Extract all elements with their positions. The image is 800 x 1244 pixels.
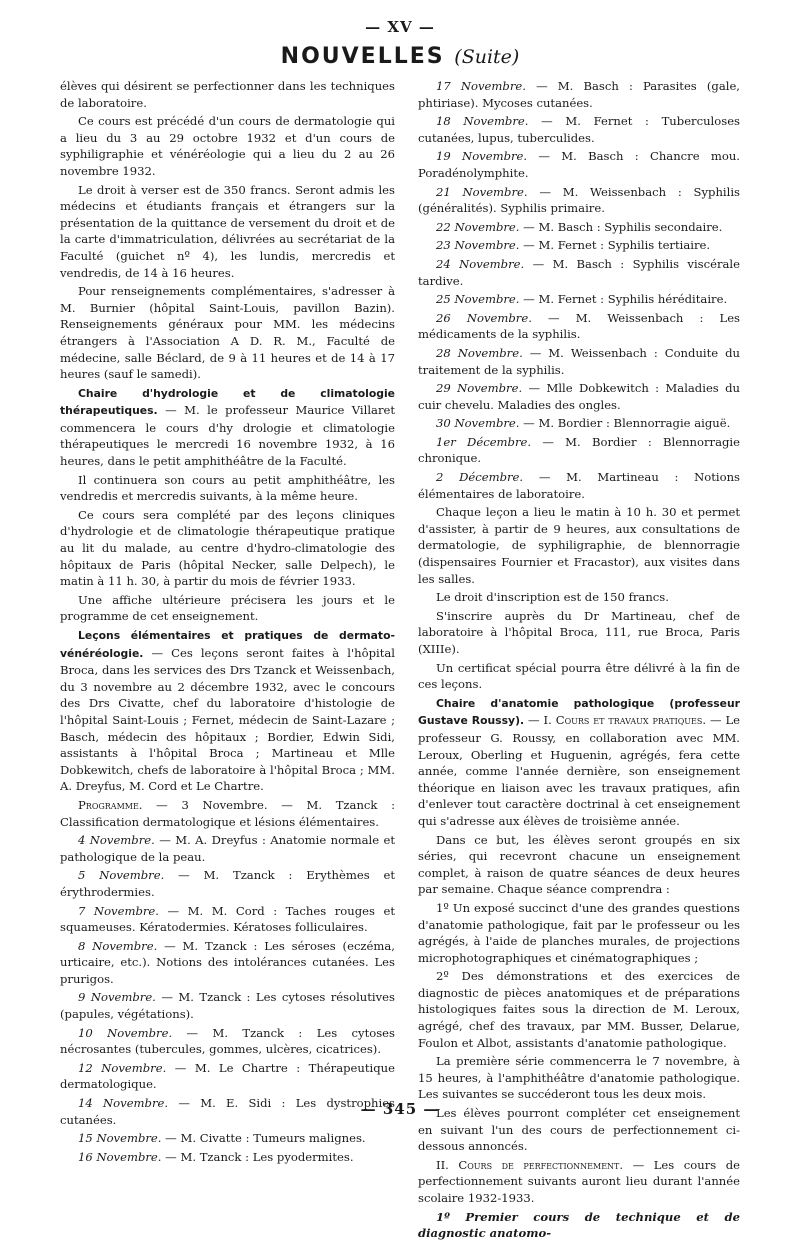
paragraph-bold-italic: 1º Premier cours de technique et de diagnostic anatomo- xyxy=(418,1209,740,1241)
anatomie-text: — Le professeur G. Roussy, en collaboration avec MM. Leroux, Oberling et Huguenin, agrégés, fera cette année, comme l'année dernière, son enseignement théorique en liaison avec les travaux pratiques, afin d'enlever tout caractère doctrinal à cet enseignement qui s'adresse aux élèves de troisième année. xyxy=(418,713,741,828)
schedule-item xyxy=(418,113,740,146)
schedule-date: 2 Décembre. xyxy=(436,470,524,485)
section-title xyxy=(0,44,800,69)
schedule-text: — M. Tzanck : Les cytoses résolutives (papules, végétations). xyxy=(60,990,395,1022)
paragraph: Le droit d'inscription est de 150 francs. xyxy=(436,590,669,605)
schedule-date: 12 Novembre. xyxy=(78,1060,167,1075)
schedule-text: — M. Tzanck : Erythèmes et érythrodermies. xyxy=(60,868,396,899)
schedule-text: — M. Fernet : Syphilis héréditaire. xyxy=(523,292,728,307)
schedule-date: 17 Novembre. xyxy=(436,79,526,93)
schedule-text: — M. Tzanck : Les pyodermites. xyxy=(165,1149,354,1164)
schedule-item xyxy=(60,867,395,900)
perfectionnement-paragraph xyxy=(418,1157,740,1207)
anatomie-heading: Chaire d'anatomie pathologique (professeur Gustave Roussy). xyxy=(418,696,740,728)
programme-text: — 3 Novembre. — M. Tzanck : Classification dermatologique et lésions élémentaires. xyxy=(60,797,396,829)
right-column xyxy=(418,78,740,1244)
schedule-item xyxy=(60,1130,395,1147)
paragraph: Ce cours sera complété par des leçons cliniques d'hydrologie et de climatologie thérapeutique pratique au lit du malade, au centre d'hydro-climatologie des hôpitaux de Paris (hôpital Necker, salle Delpech), le matin à 11 h. 30, à partir du mois de février 1933. xyxy=(60,507,395,589)
schedule-date: 14 Novembre. xyxy=(78,1096,169,1111)
schedule-text: — M. M. Cord : Taches rouges et squameuses. Kératodermies. Kératoses folliculaires. xyxy=(60,903,396,935)
paragraph: S'inscrire auprès du Dr Martineau, chef de laboratoire à l'hôpital Broca, 111, rue Broca, Paris (XIIIe). xyxy=(418,608,740,656)
paragraph: Il continuera son cours au petit amphithéâtre, les vendredis et mercredis suivants, à la même heure. xyxy=(60,472,395,504)
schedule-text: — M. Basch : Parasites (gale, phtiriase). Mycoses cutanées. xyxy=(418,79,740,110)
anatomie-section-label: — I. Cours et travaux pratiques. xyxy=(528,713,707,728)
schedule-item xyxy=(60,1060,395,1093)
schedule-date: 5 Novembre. xyxy=(78,868,165,883)
programme-label: Programme. xyxy=(78,797,143,812)
schedule-item xyxy=(418,148,740,181)
schedule-item xyxy=(418,78,740,111)
schedule-date: 25 Novembre. xyxy=(436,292,520,307)
perfectionnement-label: II. Cours de perfectionnement. xyxy=(436,1157,624,1172)
schedule-item xyxy=(418,434,740,467)
schedule-item xyxy=(60,903,395,936)
schedule-item xyxy=(60,1025,395,1058)
programme-paragraph xyxy=(60,797,395,830)
schedule-date: 10 Novembre. xyxy=(78,1025,173,1040)
schedule-item xyxy=(418,415,740,432)
schedule-date: 22 Novembre. xyxy=(436,219,520,234)
schedule-date: 4 Novembre. xyxy=(78,833,155,848)
schedule-date: 15 Novembre. xyxy=(78,1131,162,1146)
schedule-right-list xyxy=(418,78,740,502)
schedule-text: — M. Martineau : Notions élémentaires de laboratoire. xyxy=(418,470,741,501)
section-title-suffix: (Suite) xyxy=(454,46,520,68)
perfectionnement-text: — Les cours de perfectionnement suivants auront lieu durant l'année scolaire 1932-1933. xyxy=(418,1157,740,1205)
schedule-item xyxy=(418,184,740,217)
section-title-text: NOUVELLES xyxy=(280,44,445,69)
schedule-text: — M. Tzanck : Les cytoses nécrosantes (tubercules, gommes, ulcères, cicatrices). xyxy=(60,1025,395,1057)
paragraph: La première série commencerra le 7 novembre, à 15 heures, à l'amphithéâtre d'anatomie pathologique. Les suivantes se succéderont tous les deux mois. xyxy=(418,1054,740,1102)
hydrology-text: — M. le professeur Maurice Villaret commencera le cours d'hy drologie et climatologie thérapeutiques le mercredi 16 novembre 1932, à 16 heures, dans le petit amphithéâtre de la Faculté. xyxy=(60,403,396,469)
page-number-roman: — XV — xyxy=(365,18,435,36)
schedule-text: — M. Weissenbach : Syphilis (généralités). Syphilis primaire. xyxy=(418,184,740,216)
schedule-text: — M. Weissenbach : Conduite du traitement de la syphilis. xyxy=(418,345,740,377)
schedule-text: — M. Basch : Syphilis viscérale tardive. xyxy=(418,256,740,288)
hydrology-heading: Chaire d'hydrologie et de climatologie thérapeutiques. xyxy=(60,386,395,418)
schedule-text: — M. E. Sidi : Les dystrophies cutanées. xyxy=(60,1096,396,1127)
schedule-date: 9 Novembre. xyxy=(78,990,156,1005)
paragraph: Un certificat spécial pourra être délivré à la fin de ces leçons. xyxy=(418,660,740,692)
schedule-date: 16 Novembre. xyxy=(78,1149,162,1164)
schedule-item xyxy=(60,989,395,1022)
schedule-item xyxy=(418,345,740,378)
paragraph: élèves qui désirent se perfectionner dans les techniques de laboratoire. xyxy=(60,79,395,110)
schedule-text: — M. Basch : Syphilis secondaire. xyxy=(523,219,723,234)
schedule-item xyxy=(418,291,740,308)
schedule-date: 26 Novembre. xyxy=(436,310,532,325)
lecons-paragraph xyxy=(60,627,395,795)
schedule-date: 23 Novembre. xyxy=(436,238,520,253)
paragraph: Les élèves pourront compléter cet enseignement en suivant l'un des cours de perfectionnement ci-dessous annoncés. xyxy=(418,1106,740,1154)
schedule-text: — M. Basch : Chancre mou. Poradénolymphite. xyxy=(418,149,740,180)
schedule-text: — M. Fernet : Syphilis tertiaire. xyxy=(523,238,711,253)
schedule-date: 30 Novembre. xyxy=(436,416,520,431)
schedule-item xyxy=(60,832,395,865)
paragraph: Chaque leçon a lieu le matin à 10 h. 30 et permet d'assister, à partir de 9 heures, aux consultations de dermatologie, de syphiligraphie, de blennorragie (dispensaires Fournier et Fracastor), aux visites dans les salles. xyxy=(418,505,740,586)
paragraph: Pour renseignements complémentaires, s'adresser à M. Burnier (hôpital Saint-Louis, pavillon Bazin). Renseignements généraux pour MM. les médecins étrangers à l'Association A D. R. M., Faculté de médecine, salle Béclard, de 9 à 11 heures et de 14 à 17 heures (sauf le samedi). xyxy=(60,284,395,382)
paragraph: Le droit à verser est de 350 francs. Seront admis les médecins et étudiants français et étrangers sur la présentation de la quittance de versement du droit et de la carte d'immatriculation, délivrées au secrétariat de la Faculté (guichet nº 4), les lundis, mercredis et vendredis, de 14 à 16 heures. xyxy=(60,182,395,280)
schedule-date: 18 Novembre. xyxy=(436,114,529,129)
paragraph: 2º Des démonstrations et des exercices de diagnostic de pièces anatomiques et de préparations histologiques faites sous la direction de M. Leroux, agrégé, chef des travaux, par MM. Busser, Delarue, Foulon et Albot, assistants d'anatomie pathologique. xyxy=(418,969,740,1050)
schedule-item xyxy=(60,1149,395,1166)
anatomie-heading-paragraph xyxy=(418,695,740,830)
schedule-date: 19 Novembre. xyxy=(436,149,528,164)
schedule-text: — M. Le Chartre : Thérapeutique dermatologique. xyxy=(60,1060,396,1092)
schedule-text: — M. Weissenbach : Les médicaments de la syphilis. xyxy=(418,310,741,342)
page-number: — 345 — xyxy=(360,1100,440,1118)
schedule-text: — Mlle Dobkewitch : Maladies du cuir chevelu. Maladies des ongles. xyxy=(418,381,740,412)
paragraph: 1º Un exposé succinct d'une des grandes questions d'anatomie pathologique, fait par le professeur ou les agrégés, à l'aide de planches murales, de projections microphotographiques et cinématographiques ; xyxy=(418,900,740,965)
schedule-text: — M. Fernet : Tuberculoses cutanées, lupus, tuberculides. xyxy=(418,114,741,145)
schedule-date: 29 Novembre. xyxy=(436,381,523,396)
schedule-item xyxy=(418,219,740,236)
schedule-text: — M. Bordier : Blennorragie chronique. xyxy=(418,434,740,466)
schedule-item xyxy=(418,469,740,502)
schedule-item xyxy=(418,380,740,413)
hydrology-paragraph xyxy=(60,385,395,470)
left-column xyxy=(60,78,395,1167)
paragraph: Ce cours est précédé d'un cours de dermatologie qui a lieu du 3 au 29 octobre 1932 et d'un cours de syphiligraphie et vénéréologie qui a lieu du 2 au 26 novembre 1932. xyxy=(60,114,395,178)
schedule-date: 1er Décembre. xyxy=(436,434,532,449)
schedule-text: — M. A. Dreyfus : Anatomie normale et pathologique de la peau. xyxy=(60,833,395,864)
schedule-text: — M. Bordier : Blennorragie aiguë. xyxy=(523,416,731,431)
schedule-date: 7 Novembre. xyxy=(78,903,159,918)
schedule-date: 8 Novembre. xyxy=(78,938,158,953)
schedule-item xyxy=(418,256,740,289)
schedule-date: 24 Novembre. xyxy=(436,256,525,271)
paragraph: Une affiche ultérieure précisera les jours et le programme de cet enseignement. xyxy=(60,592,395,624)
paragraph: Dans ce but, les élèves seront groupés en six séries, qui recevront chacune un enseignement complet, à raison de quatre séances de deux heures par semaine. Chaque séance comprendra : xyxy=(418,832,740,897)
lecons-heading: Leçons élémentaires et pratiques de dermato-vénéréologie. xyxy=(60,629,395,660)
schedule-date: 21 Novembre. xyxy=(436,184,528,199)
schedule-text: — M. Civatte : Tumeurs malignes. xyxy=(165,1131,366,1146)
schedule-item xyxy=(418,310,740,343)
schedule-date: 28 Novembre. xyxy=(436,345,523,360)
schedule-item xyxy=(418,237,740,254)
lecons-text: — Ces leçons seront faites à l'hôpital Broca, dans les services des Drs Tzanck et Weissenbach, du 3 novembre au 2 décembre 1932, avec le concours des Drs Civatte, chef du laboratoire d'histologie de l'hôpital Saint-Louis ; Fernet, médecin de Saint-Lazare ; Basch, médecin des hôpitaux ; Bordier, Edwin Sidi, assistants à l'hôpital Broca ; Martineau et Mlle Dobkewitch, chefs de laboratoire à l'hôpital Broca ; MM. A. Dreyfus, M. Cord et Le Chartre. xyxy=(60,645,396,794)
schedule-item xyxy=(60,938,395,988)
schedule-text: — M. Tzanck : Les séroses (eczéma, urticaire, etc.). Notions des intolérances cutanées. Les prurigos. xyxy=(60,938,395,986)
